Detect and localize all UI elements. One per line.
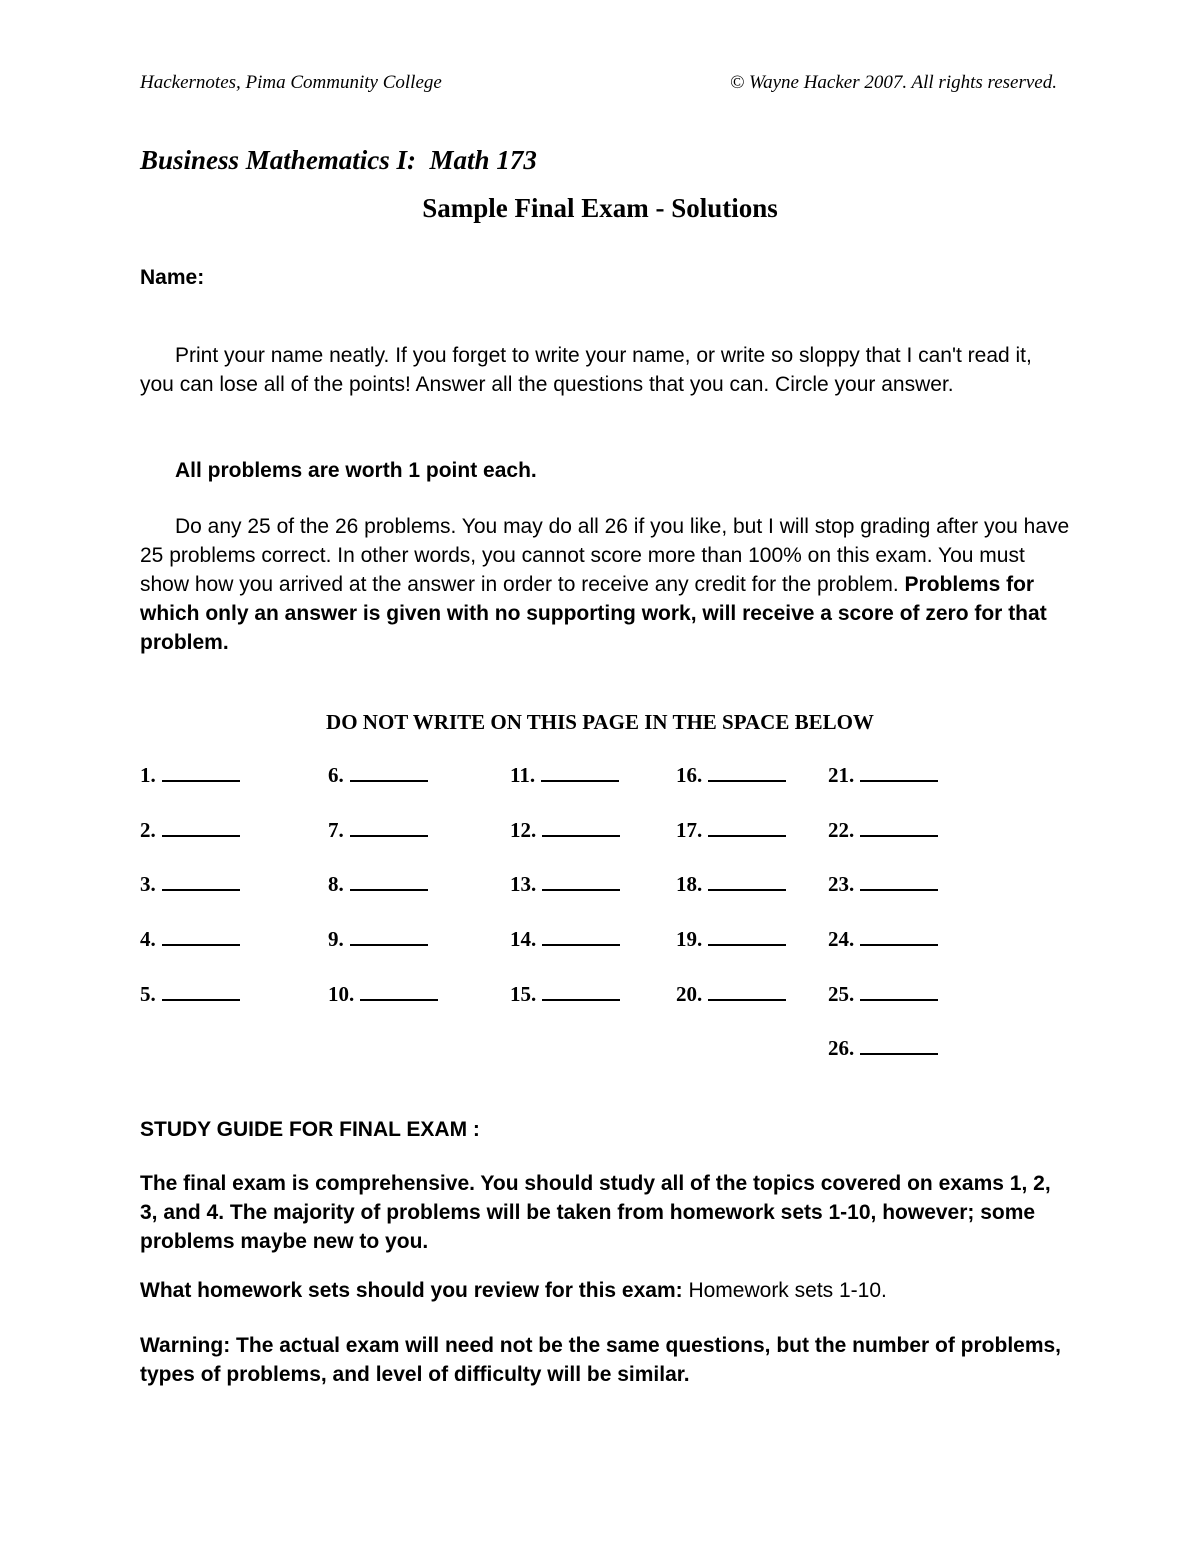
answer-blank	[860, 929, 938, 946]
answer-blank	[708, 765, 786, 782]
answer-slot	[828, 763, 938, 788]
answer-slot	[676, 982, 786, 1007]
answer-blank	[708, 984, 786, 1001]
answer-slot	[140, 763, 240, 788]
answer-slot	[328, 927, 428, 952]
answer-blank	[162, 765, 240, 782]
answer-number: 22.	[828, 818, 855, 842]
study-guide-paragraph-1: The final exam is comprehensive. You should study all of the topics covered on exams 1, 2, 3, and 4. The majority of problems will be taken from homework sets 1-10, however; some problems maybe new to you.	[140, 1172, 1051, 1253]
answer-slot	[510, 763, 619, 788]
supporting-work-warning: Problems for which only an answer is given with no supporting work, will receive a score of zero for that problem.	[140, 573, 1047, 654]
answer-blank	[860, 874, 938, 891]
answer-number: 26.	[828, 1036, 855, 1060]
instructions-paragraph-1	[140, 341, 1070, 399]
answer-slot	[140, 872, 240, 897]
answer-blank	[860, 820, 938, 837]
answer-number: 25.	[828, 982, 855, 1006]
answer-slot	[510, 872, 620, 897]
answer-blank	[162, 820, 240, 837]
answer-slot	[140, 818, 240, 843]
answer-number: 2.	[140, 818, 156, 842]
answer-number: 14.	[510, 927, 537, 951]
answer-number: 20.	[676, 982, 703, 1006]
answer-slot	[140, 927, 240, 952]
answer-number: 19.	[676, 927, 703, 951]
answer-slot	[828, 927, 938, 952]
answer-blank	[162, 874, 240, 891]
instructions-text-1: Print your name neatly. If you forget to write your name, or write so sloppy that I can't read it, you can lose all of the points! Answer all the questions that you can. Circle your answer.	[140, 344, 1032, 396]
answer-blank	[542, 820, 620, 837]
answer-number: 12.	[510, 818, 537, 842]
homework-answer: Homework sets 1-10.	[688, 1279, 887, 1302]
answer-slot	[828, 872, 938, 897]
study-guide-heading: STUDY GUIDE FOR FINAL EXAM :	[140, 1118, 480, 1141]
answer-number: 9.	[328, 927, 344, 951]
study-guide-warning: Warning: The actual exam will need not be the same questions, but the number of problems, types of problems, and level of difficulty will be similar.	[140, 1334, 1062, 1386]
answer-number: 18.	[676, 872, 703, 896]
answer-blank	[162, 929, 240, 946]
answer-number: 16.	[676, 763, 703, 787]
answer-blank	[860, 765, 938, 782]
answer-slot	[510, 818, 620, 843]
answer-number: 7.	[328, 818, 344, 842]
answer-blank	[350, 765, 428, 782]
answer-blank	[350, 820, 428, 837]
answer-number: 24.	[828, 927, 855, 951]
header-right: © Wayne Hacker 2007. All rights reserved.	[729, 72, 1057, 93]
instructions-paragraph-2	[140, 456, 1070, 485]
answer-blank	[708, 820, 786, 837]
grading-heading: DO NOT WRITE ON THIS PAGE IN THE SPACE BELOW	[326, 710, 874, 734]
answer-blank	[360, 984, 438, 1001]
answer-number: 1.	[140, 763, 156, 787]
answer-number: 10.	[328, 982, 355, 1006]
answer-number: 23.	[828, 872, 855, 896]
answer-blank	[860, 984, 938, 1001]
answer-slot	[510, 982, 620, 1007]
answer-slot	[828, 1036, 938, 1061]
homework-question: What homework sets should you review for this exam:	[140, 1279, 689, 1302]
answer-number: 4.	[140, 927, 156, 951]
study-guide-paragraph-2	[140, 1276, 1070, 1305]
answer-slot	[676, 763, 786, 788]
answer-blank	[162, 984, 240, 1001]
answer-number: 13.	[510, 872, 537, 896]
answer-blank	[350, 929, 428, 946]
answer-number: 3.	[140, 872, 156, 896]
answer-slot	[328, 763, 428, 788]
answer-blank	[708, 929, 786, 946]
answer-number: 21.	[828, 763, 855, 787]
name-label: Name:	[140, 266, 205, 289]
answer-blank	[350, 874, 428, 891]
exam-title: Sample Final Exam - Solutions	[422, 193, 778, 223]
answer-number: 17.	[676, 818, 703, 842]
course-title: Business Mathematics I: Math 173	[140, 145, 537, 175]
answer-number: 6.	[328, 763, 344, 787]
answer-blank	[541, 765, 619, 782]
answer-blank	[542, 984, 620, 1001]
answer-slot	[140, 982, 240, 1007]
answer-number: 11.	[510, 763, 536, 787]
answer-blank	[860, 1038, 938, 1055]
points-note: All problems are worth 1 point each.	[175, 459, 537, 482]
answer-slot	[676, 927, 786, 952]
answer-number: 5.	[140, 982, 156, 1006]
answer-blank	[542, 874, 620, 891]
instructions-paragraph-3	[140, 512, 1070, 657]
answer-number: 8.	[328, 872, 344, 896]
answer-slot	[328, 872, 428, 897]
answer-slot	[328, 982, 438, 1007]
answer-slot	[676, 872, 786, 897]
answer-number: 15.	[510, 982, 537, 1006]
instructions-text-3: Do any 25 of the 26 problems. You may do all 26 if you like, but I will stop grading after you have 25 problems correct. In other words, you cannot score more than 100% on this exam. You must show how you arrived at the answer in order to receive any credit for the problem.	[140, 515, 1070, 596]
answer-slot	[828, 818, 938, 843]
answer-slot	[510, 927, 620, 952]
header-left: Hackernotes, Pima Community College	[140, 72, 442, 93]
answer-slot	[676, 818, 786, 843]
answer-slot	[328, 818, 428, 843]
answer-blank	[708, 874, 786, 891]
answer-slot	[828, 982, 938, 1007]
answer-blank	[542, 929, 620, 946]
